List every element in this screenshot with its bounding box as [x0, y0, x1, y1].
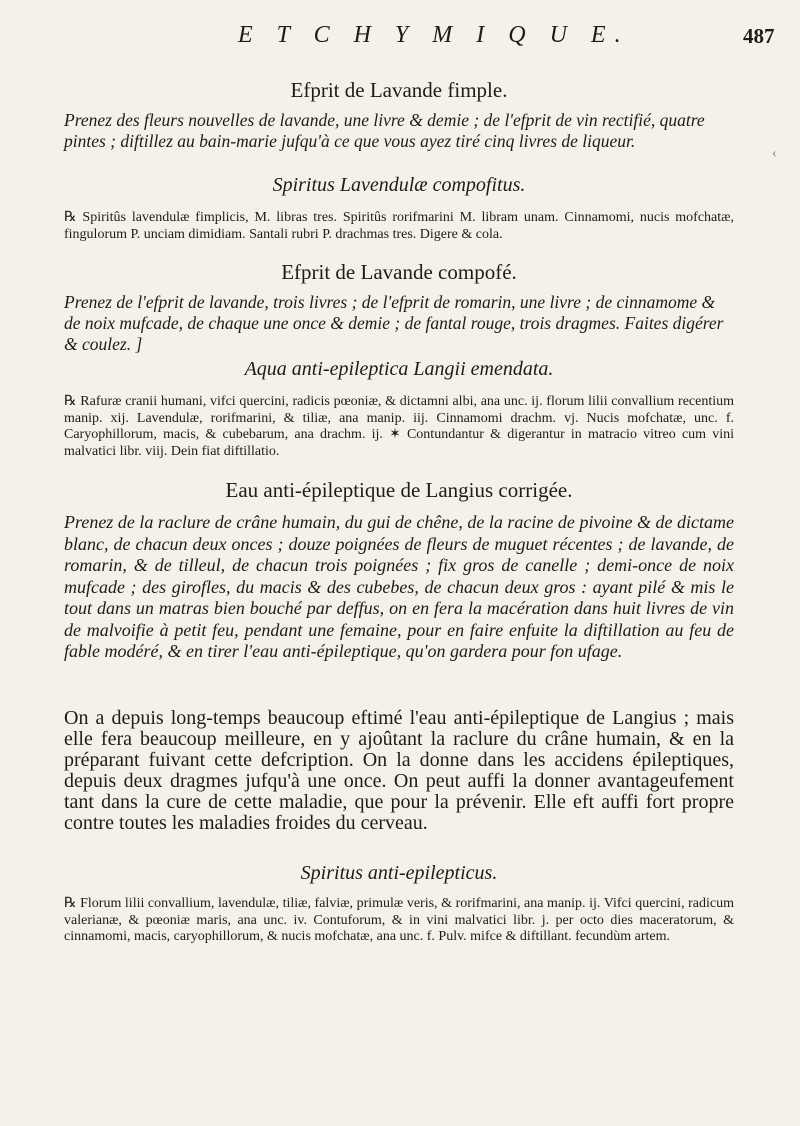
latin-heading: Aqua anti-epileptica Langii emendata. — [244, 358, 554, 380]
section-heading: Efprit de Lavande compofé. — [281, 260, 517, 284]
section-heading: Efprit de Lavande fimple. — [290, 78, 508, 102]
french-recipe: Prenez de la raclure de crâne humain, du gui de chêne, de la racine de pivoine & de dictame blanc, de chacun deux onces ; douze poignées de fleurs de muguet récentes ; de lavande, de romarin, & de tilleul, de chacun trois poignées ; fix gros de canelle ; demi-once de noix mufcade ; des girofles, du macis & des cubebes, de chacun deux gros : ayant pilé & mis le tout dans un matras bien bouché par deffus, on en fera la macération dans huit livres de vin de malvoifie à petit feu, pendant une femaine, pour en faire enfuite la diftillation au feu de fable modéré, & en tirer l'eau anti-épileptique, qu'on gardera pour fon ufage. — [64, 512, 734, 661]
page-number: 487 — [743, 24, 775, 48]
margin-mark: ‹ — [772, 146, 777, 161]
commentary-paragraph: On a depuis long-temps beaucoup eftimé l'eau anti-épileptique de Langius ; mais elle fera beaucoup meilleure, en y ajoûtant la raclure du crâne humain, & en la préparant fuivant cette defcription. On la donne dans les accidens épileptiques, depuis deux dragmes jufqu'à une once. On peut auffi la donner avantageufement tant dans la cure de cette maladie, que pour la prévenir. Elle eft auffi fort propre contre toutes les maladies froides du cerveau. — [64, 707, 734, 834]
latin-heading: Spiritus anti-epilepticus. — [300, 862, 498, 884]
latin-recipe: ℞ Florum lilii convallium, lavendulæ, tiliæ, falviæ, primulæ veris, & rorifmarini, ana manip. ij. Vifci quercini, radicum valerianæ, & pœoniæ maris, ana unc. iv. Contuforum, & in vini malvatici libr. j. per octo dies maceratorum, & cinnamomi, macis, caryophillorum, & nucis mofchatæ, ana unc. f. Pulv. mifce & diftillant. fecundùm artem. — [64, 896, 734, 944]
latin-recipe: ℞ Rafuræ cranii humani, vifci quercini, radicis pœoniæ, & dictamni albi, ana unc. ij. florum lilii convallium recentium manip. xij. Lavendulæ, rorifmarini, & tiliæ, ana manip. iij. Cinnamomi drachm. vj. Nucis mofchatæ, unc. f. Caryophillorum, macis, & cubebarum, ana drachm. ij. ✶ Contundantur & digerantur in matracio vitreo cum vini malvatici libr. viij. Dein fiat diftillatio. — [64, 394, 734, 459]
latin-recipe: ℞ Spiritûs lavendulæ fimplicis, M. libras tres. Spiritûs rorifmarini M. libram unam. Cinnamomi, nucis mofchatæ, fingulorum P. unciam dimidiam. Santali rubri P. drachmas tres. Digere & cola. — [64, 210, 734, 242]
latin-heading: Spiritus Lavendulæ compofitus. — [272, 174, 526, 196]
section-heading: Eau anti-épileptique de Langius corrigée. — [225, 478, 573, 502]
french-recipe: Prenez des fleurs nouvelles de lavande, une livre & demie ; de l'efprit de vin rectifié, quatre pintes ; diftillez au bain-marie jufqu'à ce que vous ayez tiré cinq livres de liqueur. — [64, 110, 705, 151]
running-head-title: E T C H Y M I Q U E. — [238, 22, 630, 48]
french-recipe: Prenez de l'efprit de lavande, trois livres ; de l'efprit de romarin, une livre ; de cinnamome & de noix mufcade, de chaque une once & demie ; de fantal rouge, trois dragmes. Faites digérer & coulez. ] — [64, 292, 724, 354]
running-head — [0, 18, 800, 50]
